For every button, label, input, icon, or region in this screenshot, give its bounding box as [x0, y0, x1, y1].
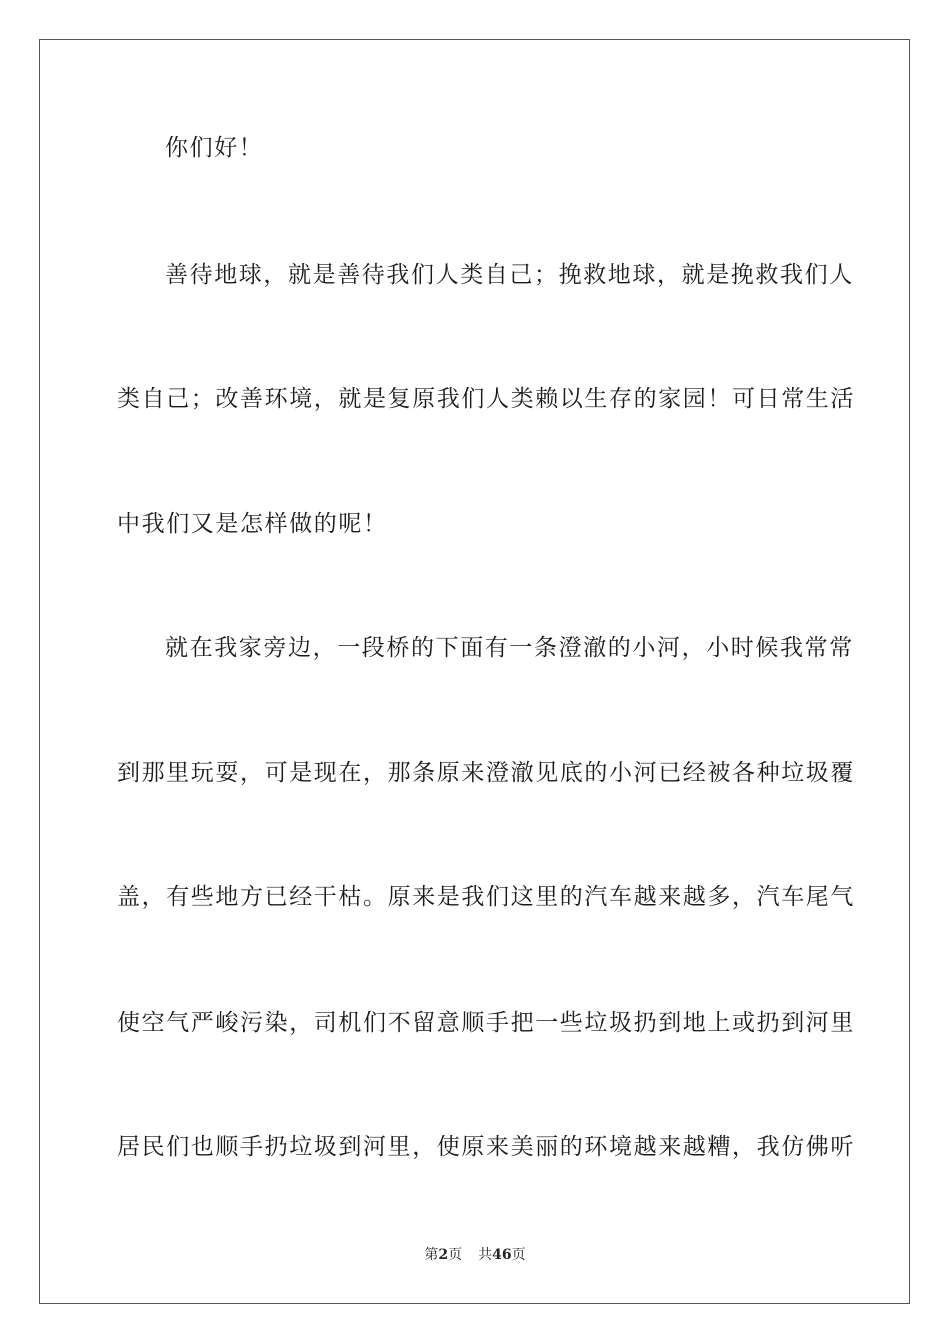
paragraph-1-line-2: 类自己；改善环境，就是复原我们人类赖以生存的家园！可日常生活 — [117, 386, 855, 412]
footer-total-prefix: 共 — [478, 1247, 493, 1263]
footer-total-number: 46 — [492, 1247, 512, 1263]
greeting-line: 你们好！ — [165, 135, 264, 161]
paragraph-1-line-1: 善待地球，就是善待我们人类自己；挽救地球，就是挽救我们人 — [165, 262, 854, 288]
footer-page-prefix: 第 — [424, 1247, 439, 1263]
paragraph-1-line-3: 中我们又是怎样做的呢！ — [117, 511, 388, 537]
paragraph-2-line-2: 到那里玩耍，可是现在，那条原来澄澈见底的小河已经被各种垃圾覆 — [117, 760, 855, 786]
paragraph-2-line-3: 盖，有些地方已经干枯。原来是我们这里的汽车越来越多，汽车尾气 — [117, 884, 855, 910]
footer-total-suffix: 页 — [511, 1247, 526, 1263]
footer-page-number: 2 — [438, 1247, 449, 1263]
footer-page-suffix: 页 — [448, 1247, 463, 1263]
paragraph-2-line-1: 就在我家旁边，一段桥的下面有一条澄澈的小河，小时候我常常 — [165, 635, 854, 661]
page-border — [39, 39, 910, 1304]
page-footer — [0, 1246, 950, 1264]
paragraph-2-line-5: 居民们也顺手扔垃圾到河里，使原来美丽的环境越来越糟，我仿佛听 — [117, 1134, 855, 1160]
paragraph-2-line-4: 使空气严峻污染，司机们不留意顺手把一些垃圾扔到地上或扔到河里 — [117, 1010, 855, 1036]
